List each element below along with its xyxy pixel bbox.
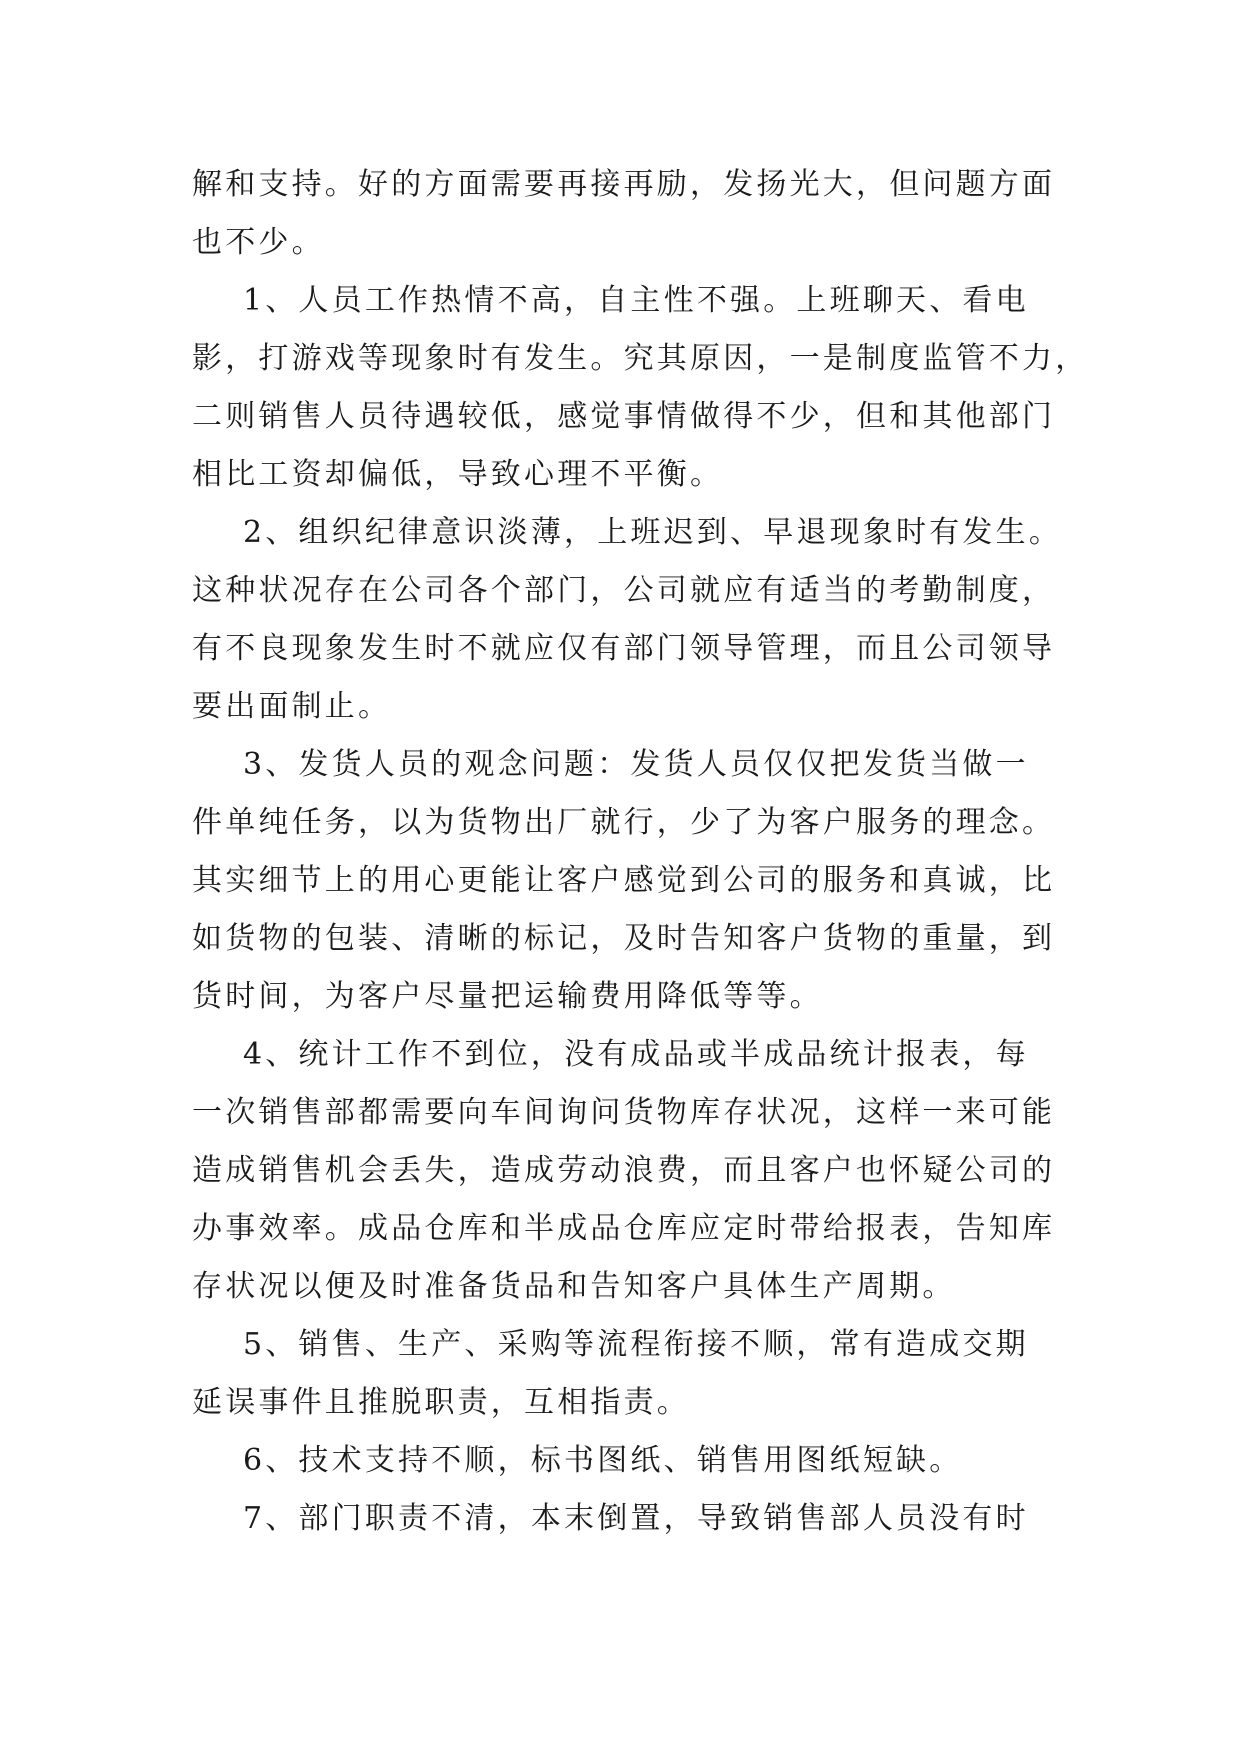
text-line: 货时间，为客户尽量把运输费用降低等等。 bbox=[192, 979, 823, 1014]
text-line: 延误事件且推脱职责，互相指责。 bbox=[192, 1385, 690, 1420]
text-line: 5、销售、生产、采购等流程衔接不顺，常有造成交期 bbox=[192, 1327, 1029, 1362]
text-line: 1、人员工作热情不高，自主性不强。上班聊天、看电 bbox=[192, 283, 1029, 318]
text-line: 7、部门职责不清，本末倒置，导致销售部人员没有时 bbox=[192, 1501, 1029, 1536]
text-line: 件单纯任务，以为货物出厂就行，少了为客户服务的理念。 bbox=[192, 805, 1056, 840]
text-line: 4、统计工作不到位，没有成品或半成品统计报表，每 bbox=[192, 1037, 1029, 1072]
text-line: 办事效率。成品仓库和半成品仓库应定时带给报表，告知库 bbox=[192, 1211, 1056, 1246]
text-line: 其实细节上的用心更能让客户感觉到公司的服务和真诚，比 bbox=[192, 863, 1056, 898]
text-line: 2、组织纪律意识淡薄，上班迟到、早退现象时有发生。 bbox=[192, 515, 1063, 550]
text-line: 这种状况存在公司各个部门，公司就应有适当的考勤制度， bbox=[192, 573, 1056, 608]
text-line: 3、发货人员的观念问题：发货人员仅仅把发货当做一 bbox=[192, 747, 1029, 782]
text-line: 存状况以便及时准备货品和告知客户具体生产周期。 bbox=[192, 1269, 956, 1304]
document-body bbox=[192, 156, 1089, 1548]
text-line: 一次销售部都需要向车间询问货物库存状况，这样一来可能 bbox=[192, 1095, 1056, 1130]
text-line: 有不良现象发生时不就应仅有部门领导管理，而且公司领导 bbox=[192, 631, 1056, 666]
text-line: 影，打游戏等现象时有发生。究其原因，一是制度监管不力， bbox=[192, 341, 1089, 376]
text-line: 解和支持。好的方面需要再接再励，发扬光大，但问题方面 bbox=[192, 167, 1056, 202]
text-line: 6、技术支持不顺，标书图纸、销售用图纸短缺。 bbox=[192, 1443, 963, 1478]
text-line: 造成销售机会丢失，造成劳动浪费，而且客户也怀疑公司的 bbox=[192, 1153, 1056, 1188]
text-line: 二则销售人员待遇较低，感觉事情做得不少，但和其他部门 bbox=[192, 399, 1056, 434]
text-line: 也不少。 bbox=[192, 225, 325, 260]
text-line: 要出面制止。 bbox=[192, 689, 392, 724]
text-line: 相比工资却偏低，导致心理不平衡。 bbox=[192, 457, 724, 492]
text-line: 如货物的包装、清晰的标记，及时告知客户货物的重量，到 bbox=[192, 921, 1056, 956]
